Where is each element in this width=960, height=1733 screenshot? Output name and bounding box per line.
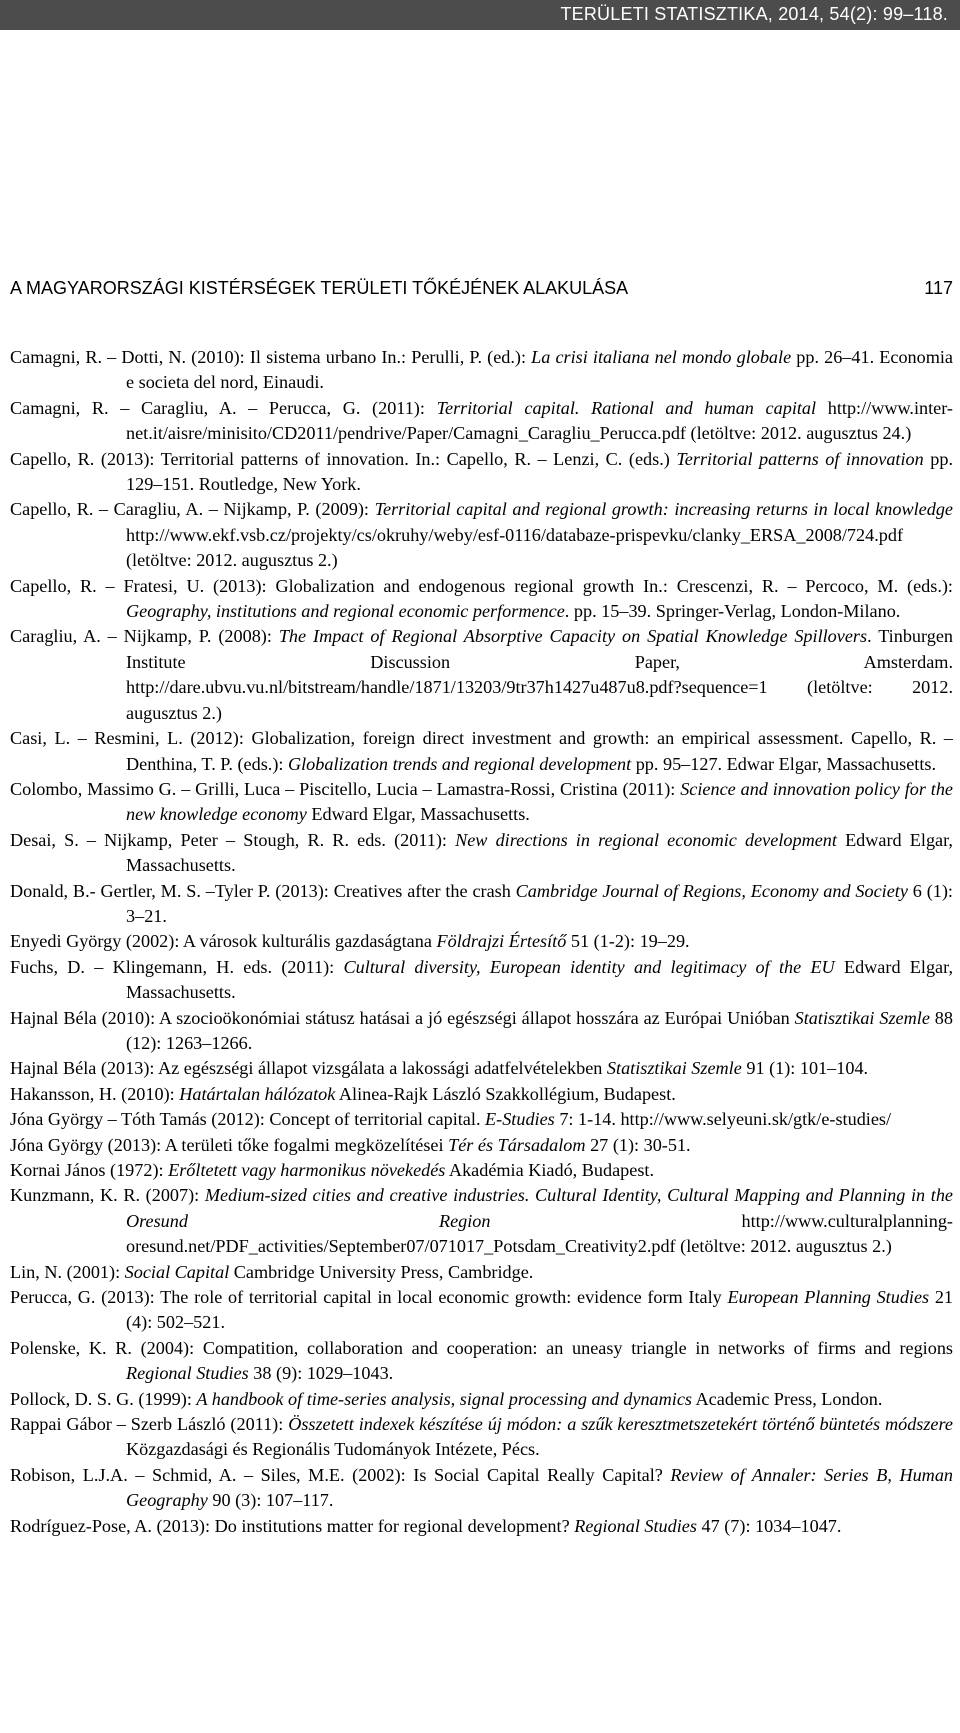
reference-italic-title: Review of Annaler: Series B, Human Geography [126, 1464, 954, 1511]
reference-italic-title: Tér és Társadalom [448, 1134, 586, 1155]
reference-entry [10, 574, 953, 625]
reference-authors-text: Donald, B.- Gertler, M. S. –Tyler P. (2013): Creatives after the crash [10, 880, 516, 901]
reference-italic-title: Territorial patterns of innovation [676, 448, 924, 469]
reference-source-text: Akadémia Kiadó, Budapest. [445, 1160, 654, 1180]
reference-authors-text: Hakansson, H. (2010): [10, 1083, 180, 1104]
reference-authors-text: Desai, S. – Nijkamp, Peter – Stough, R. R. eds. (2011): [10, 829, 456, 850]
reference-italic-title: The Impact of Regional Absorptive Capacity on Spatial Knowledge Spillovers [278, 626, 868, 647]
reference-authors-text: Hajnal Béla (2010): A szocioökonómiai státusz hatásai a jó egészségi állapot hosszára az Európai Unióban [10, 1007, 795, 1028]
reference-entry [10, 345, 953, 396]
reference-authors-text: Kornai János (1972): [10, 1160, 169, 1180]
reference-source-text: 47 (7): 1034–1047. [696, 1515, 842, 1536]
journal-citation: TERÜLETI STATISZTIKA, 2014, 54(2): 99–118. [560, 4, 948, 24]
reference-entry [10, 396, 953, 447]
reference-entry [10, 1260, 953, 1285]
reference-source-text: Cambridge University Press, Cambridge. [229, 1261, 534, 1282]
reference-source-text: Edward Elgar, Massachusetts. [306, 804, 530, 825]
reference-entry [10, 624, 953, 726]
reference-authors-text: Camagni, R. – Caragliu, A. – Perucca, G. (2011): [10, 397, 437, 418]
reference-italic-title: Territorial capital. Rational and human capital [436, 397, 817, 418]
reference-source-text: Alinea-Rajk László Szakkollégium, Budapest. [335, 1083, 676, 1104]
reference-italic-title: A handbook of time-series analysis, signal processing and dynamics [196, 1388, 692, 1409]
reference-entry [10, 1463, 953, 1514]
reference-italic-title: New directions in regional economic development [455, 829, 837, 850]
reference-entry [10, 1183, 953, 1259]
reference-entry [10, 879, 953, 930]
reference-authors-text: Jóna György (2013): A területi tőke fogalmi megközelítései [10, 1134, 449, 1155]
reference-italic-title: Science and innovation policy for the new knowledge economy [126, 778, 953, 825]
reference-italic-title: Geography, institutions and regional economic performence [126, 601, 565, 622]
reference-authors-text: Camagni, R. – Dotti, N. (2010): Il sistema urbano In.: Perulli, P. (ed.): [10, 347, 532, 367]
reference-entry [10, 929, 953, 954]
reference-entry [10, 777, 953, 828]
reference-authors-text: Polenske, K. R. (2004): Compatition, collaboration and cooperation: an uneasy triangle in networks of firms and regions [10, 1337, 953, 1358]
reference-italic-title: Regional Studies [574, 1515, 697, 1536]
reference-source-text: http://www.culturalplanning-oresund.net/PDF_activities/September07/071017_Potsdam_Creativity2.pdf (letöltve: 2012. augusztus 2.) [126, 1210, 953, 1257]
reference-entry [10, 1158, 953, 1183]
reference-source-text: Edward Elgar, Massachusetts. [126, 956, 954, 1003]
reference-source-text: 7: 1-14. http://www.selyeuni.sk/gtk/e-studies/ [554, 1109, 892, 1130]
reference-entry [10, 1387, 953, 1412]
reference-authors-text: Lin, N. (2001): [10, 1261, 125, 1282]
reference-source-text: 38 (9): 1029–1043. [248, 1363, 394, 1384]
reference-source-text: pp. 129–151. Routledge, New York. [126, 448, 953, 495]
article-title: A MAGYARORSZÁGI KISTÉRSÉGEK TERÜLETI TŐKÉJÉNEK ALAKULÁSA [10, 278, 629, 298]
reference-italic-title: Statisztikai Szemle [606, 1058, 742, 1079]
reference-entry [10, 1412, 953, 1463]
reference-entry [10, 1006, 953, 1057]
reference-entry [10, 955, 953, 1006]
reference-entry [10, 447, 953, 498]
reference-italic-title: Statisztikai Szemle [794, 1007, 930, 1028]
reference-authors-text: Kunzmann, K. R. (2007): [10, 1185, 205, 1206]
reference-italic-title: Cambridge Journal of Regions, Economy and Society [515, 880, 908, 901]
reference-entry [10, 497, 953, 573]
reference-authors-text: Caragliu, A. – Nijkamp, P. (2008): [10, 626, 279, 647]
journal-banner [0, 0, 960, 30]
reference-entry [10, 1336, 953, 1387]
reference-italic-title: La crisi italiana nel mondo globale [531, 347, 792, 367]
reference-authors-text: Capello, R. – Caragliu, A. – Nijkamp, P. (2009): [10, 499, 375, 520]
reference-source-text: 51 (1-2): 19–29. [566, 931, 690, 952]
reference-source-text: Közgazdasági és Regionális Tudományok Intézete, Pécs. [126, 1439, 540, 1460]
reference-entry [10, 726, 953, 777]
reference-source-text: http://www.ekf.vsb.cz/projekty/cs/okruhy/weby/esf-0116/databaze-prispevku/clanky_ERSA_2008/724.pdf (letöltve: 2012. augusztus 2.) [126, 524, 904, 571]
reference-source-text: 21 (4): 502–521. [126, 1287, 954, 1333]
reference-authors-text: Capello, R. – Fratesi, U. (2013): Globalization and endogenous regional growth In.: Crescenzi, R. – Percoco, M. (eds.): [10, 575, 953, 596]
reference-entry [10, 1285, 953, 1336]
reference-source-text: 6 (1): 3–21. [126, 880, 953, 926]
reference-source-text: Edward Elgar, Massachusetts. [126, 829, 953, 876]
reference-authors-text: Hajnal Béla (2013): Az egészségi állapot vizsgálata a lakossági adatfelvételekben [10, 1058, 607, 1079]
reference-source-text: 90 (3): 107–117. [207, 1490, 334, 1511]
reference-italic-title: Erőltetett vagy harmonikus növekedés [168, 1160, 446, 1180]
reference-authors-text: Casi, L. – Resmini, L. (2012): Globalization, foreign direct investment and growth: an empirical assessment. Capello, R. – Denthina, T. P. (eds.): [10, 728, 953, 774]
reference-source-text: pp. 95–127. Edwar Elgar, Massachusetts. [631, 753, 937, 774]
reference-italic-title: Regional Studies [126, 1363, 249, 1384]
reference-italic-title: Földrajzi Értesítő [436, 931, 567, 952]
reference-source-text: 88 (12): 1263–1266. [126, 1007, 953, 1053]
reference-source-text: Academic Press, London. [692, 1388, 883, 1409]
reference-authors-text: Enyedi György (2002): A városok kulturális gazdaságtana [10, 931, 437, 952]
reference-authors-text: Robison, L.J.A. – Schmid, A. – Siles, M.E. (2002): Is Social Capital Really Capital? [10, 1464, 671, 1485]
reference-authors-text: Rappai Gábor – Szerb László (2011): [10, 1414, 289, 1435]
reference-italic-title: Social Capital [124, 1261, 230, 1282]
reference-entry [10, 1082, 953, 1107]
reference-authors-text: Capello, R. (2013): Territorial patterns of innovation. In.: Capello, R. – Lenzi, C. (eds.) [10, 448, 677, 469]
reference-authors-text: Fuchs, D. – Klingemann, H. eds. (2011): [10, 956, 344, 977]
reference-source-text: . Tinburgen Institute Discussion Paper, Amsterdam. http://dare.ubvu.vu.nl/bitstream/handle/1871/13203/9tr37h1427u487u8.pdf?sequence=1 (letöltve: 2012. augusztus 2.) [126, 626, 954, 723]
reference-authors-text: Rodríguez-Pose, A. (2013): Do institutions matter for regional development? [10, 1515, 575, 1536]
running-head [10, 278, 953, 299]
reference-italic-title: Összetett indexek készítése új módon: a szűk keresztmetszetekért történő büntetés módszere [288, 1414, 953, 1435]
reference-source-text: pp. 26–41. Economia e societa del nord, Einaudi. [126, 347, 953, 393]
reference-authors-text: Colombo, Massimo G. – Grilli, Luca – Piscitello, Lucia – Lamastra-Rossi, Cristina (2011): [10, 778, 681, 799]
reference-source-text: 91 (1): 101–104. [741, 1058, 869, 1079]
reference-entry [10, 1514, 953, 1539]
reference-italic-title: Territorial capital and regional growth: increasing returns in local knowledge [374, 499, 953, 520]
reference-entry [10, 1107, 953, 1132]
reference-authors-text: Perucca, G. (2013): The role of territorial capital in local economic growth: evidence form Italy [10, 1287, 728, 1308]
reference-entry [10, 1133, 953, 1158]
reference-entry [10, 828, 953, 879]
reference-source-text: . pp. 15–39. Springer-Verlag, London-Milano. [564, 601, 901, 622]
reference-entry [10, 1056, 953, 1081]
reference-source-text: http://www.inter-net.it/aisre/minisito/CD2011/pendrive/Paper/Camagni_Caragliu_Perucca.pdf (letöltve: 2012. augusztus 24.) [126, 397, 953, 444]
page-number: 117 [924, 278, 953, 298]
reference-italic-title: Határtalan hálózatok [179, 1083, 336, 1104]
reference-italic-title: Globalization trends and regional development [287, 753, 632, 774]
reference-source-text: 27 (1): 30-51. [585, 1134, 691, 1155]
reference-italic-title: Medium-sized cities and creative industries. Cultural Identity, Cultural Mapping and Planning in the Oresund Region [126, 1185, 953, 1231]
reference-italic-title: E-Studies [485, 1109, 555, 1130]
reference-italic-title: Cultural diversity, European identity and legitimacy of the EU [343, 956, 835, 977]
reference-list [10, 345, 953, 1539]
reference-authors-text: Jóna György – Tóth Tamás (2012): Concept of territorial capital. [10, 1109, 486, 1130]
reference-authors-text: Pollock, D. S. G. (1999): [10, 1388, 197, 1409]
reference-italic-title: European Planning Studies [727, 1287, 930, 1308]
